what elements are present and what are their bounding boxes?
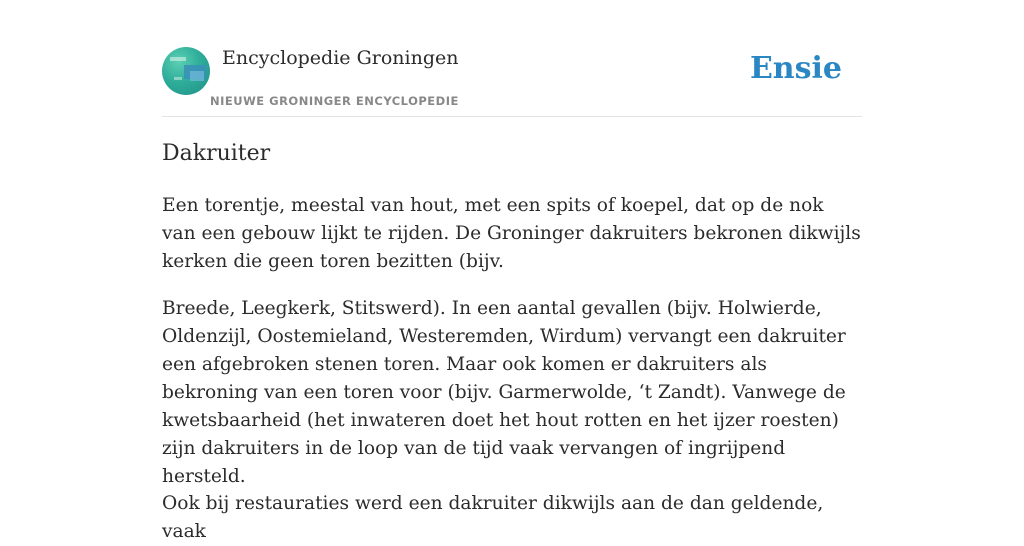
article-paragraph: Breede, Leegkerk, Stitswerd). In een aantal gevallen (bijv. Holwierde, Oldenzijl, Oostemieland, Westeremden, Wirdum) vervangt een dakruiter een afgebroken stenen toren. Maar ook komen er dakruiters als bekroning van een toren voor (bijv. Garmerwolde, ‘t Zandt). Vanwege de kwetsbaarheid (het inwateren doet het hout rotten en het ijzer roesten) zijn dakruiters in de loop van de tijd vaak vervangen of ingrijpend hersteld. [162,298,846,487]
ensie-brand-link[interactable]: Ensie [749,51,842,86]
site-title-link[interactable]: Encyclopedie Groningen [222,47,459,69]
site-header [162,0,862,117]
article-paragraph: Een torentje, meestal van hout, met een spits of koepel, dat op de nok van een gebouw lijkt te rijden. De Groninger dakruiters bekronen dikwijls kerken die geen toren bezitten (bijv. [162,195,861,272]
article-title: Dakruiter [162,141,271,166]
site-logo[interactable] [162,47,210,95]
page-container [162,0,862,542]
site-subtitle: NIEUWE GRONINGER ENCYCLOPEDIE [210,94,459,108]
article-paragraph: Ook bij restauraties werd een dakruiter dikwijls aan de dan geldende, vaak [162,493,824,542]
